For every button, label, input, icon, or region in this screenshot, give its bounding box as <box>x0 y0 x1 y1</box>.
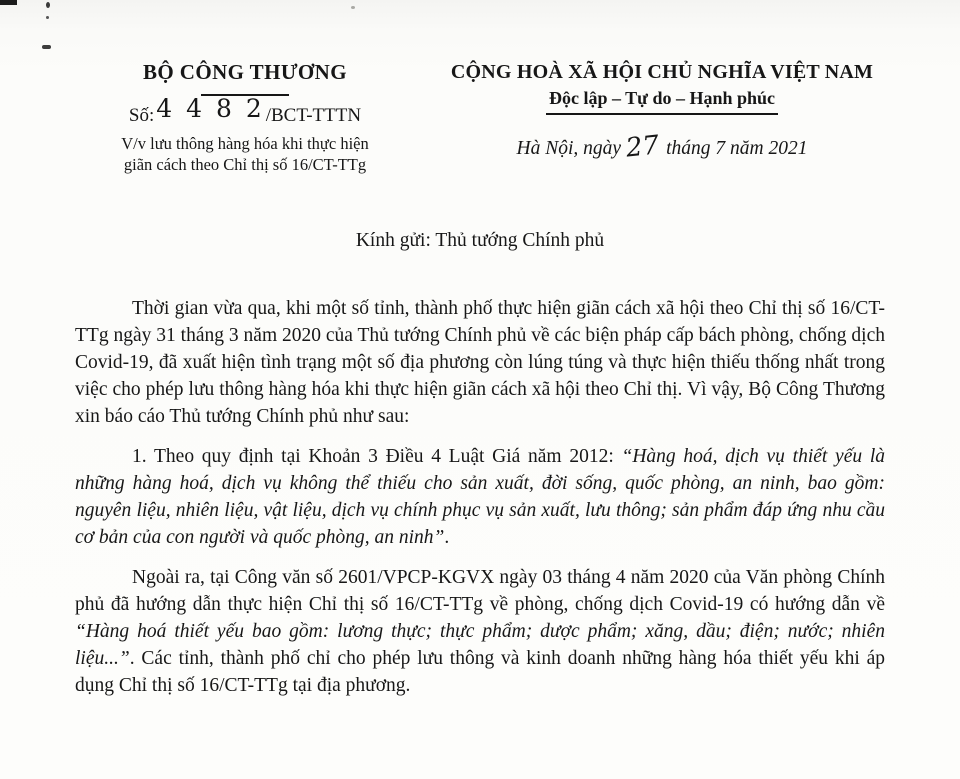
place-date-line <box>428 130 896 164</box>
document-body <box>75 295 885 712</box>
issuer-name: BỘ CÔNG THƯƠNG <box>143 60 347 84</box>
paragraph-1-text: Thời gian vừa qua, khi một số tỉnh, thành phố thực hiện giãn cách xã hội theo Chỉ thị số 16/CT-TTg ngày 31 tháng 3 năm 2020 của Thủ tướng Chính phủ về các biện pháp cấp bách phòng, chống dịch Covid-19, đã xuất hiện tình trạng một số địa phương còn lúng túng và thực hiện thiếu thống nhất trong việc cho phép lưu thông hàng hóa khi thực hiện giãn cách xã hội theo Chỉ thị. Vì vậy, Bộ Công Thương xin báo cáo Thủ tướng Chính phủ như sau: <box>75 298 885 427</box>
date-prefix: Hà Nội, ngày <box>516 138 622 159</box>
issuer-block <box>72 60 418 175</box>
scan-artifact-dot <box>46 2 50 8</box>
paragraph-3-quote: “Hàng hoá thiết yếu bao gồm: lương thực; thực phẩm; dược phẩm; xăng, dầu; điện; nước; nhiên liệu...” <box>75 621 885 669</box>
subject-line-1: V/v lưu thông hàng hóa khi thực hiện <box>121 134 369 153</box>
scan-artifact-corner <box>0 0 17 5</box>
paragraph-3-intro: Ngoài ra, tại Công văn số 2601/VPCP-KGVX ngày 03 tháng 4 năm 2020 của Văn phòng Chính phủ đã hướng dẫn thực hiện Chỉ thị số 16/CT-TTg về phòng, chống dịch Covid-19 có hướng dẫn về <box>75 567 885 615</box>
doc-number-suffix: /BCT-TTTN <box>265 105 362 126</box>
paragraph-3 <box>75 564 885 699</box>
national-motto-wrap <box>428 88 896 115</box>
document-subject <box>72 134 418 175</box>
scan-artifact-dash <box>42 45 51 49</box>
paragraph-2-end: . <box>444 527 450 548</box>
national-header-block <box>428 60 896 164</box>
paragraph-2-quote: “Hàng hoá, dịch vụ thiết yếu là những hàng hoá, dịch vụ không thể thiếu cho sản xuất, đời sống, quốc phòng, an ninh, bao gồm: nguyên liệu, nhiên liệu, vật liệu, dịch vụ chính phục vụ sản xuất, lưu thông; sản phẩm đáp ứng nhu cầu cơ bản của con người và quốc phòng, an ninh” <box>75 446 885 548</box>
document-number-line <box>72 94 418 131</box>
date-day-handwritten: 27 <box>624 130 661 164</box>
paragraph-3-end: . Các tỉnh, thành phố chỉ cho phép lưu thông và kinh doanh những hàng hóa thiết yếu khi áp dụng Chỉ thị số 16/CT-TTg tại địa phương. <box>75 648 885 696</box>
doc-number-stamp: 4 4 8 2 <box>156 94 265 123</box>
paragraph-1 <box>75 295 885 430</box>
salutation: Kính gửi: Thủ tướng Chính phủ <box>355 230 605 251</box>
subject-line-2: giãn cách theo Chỉ thị số 16/CT-TTg <box>123 154 367 174</box>
national-motto: Độc lập – Tự do – Hạnh phúc <box>546 88 778 115</box>
paragraph-2-intro: 1. Theo quy định tại Khoản 3 Điều 4 Luật Giá năm 2012: <box>132 446 622 467</box>
scan-artifact-dot <box>351 6 355 9</box>
national-title: CỘNG HOÀ XÃ HỘI CHỦ NGHĨA VIỆT NAM <box>450 61 874 83</box>
date-suffix: tháng 7 năm 2021 <box>666 138 808 159</box>
paragraph-2 <box>75 443 885 551</box>
scan-artifact-dot <box>46 16 49 19</box>
doc-number-prefix: Số: <box>128 105 155 126</box>
